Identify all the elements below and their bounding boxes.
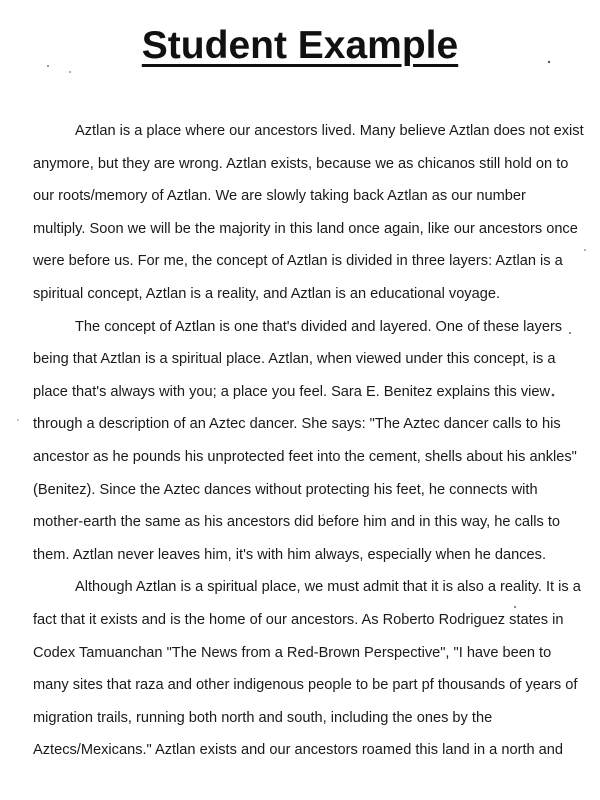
text-line: them. Aztlan never leaves him, it's with him always, especially when he dances.	[33, 546, 546, 563]
text-line: place that's always with you; a place you feel. Sara E. Benitez explains this view	[33, 383, 551, 400]
text-line: multiply. Soon we will be the majority in this land once again, like our ancestors once	[33, 220, 578, 237]
page-title-text: Student Example	[141, 24, 459, 67]
page-title	[0, 24, 600, 68]
text-line: being that Aztlan is a spiritual place. Aztlan, when viewed under this concept, is a	[33, 351, 556, 368]
text-line: our roots/memory of Aztlan. We are slowly taking back Aztlan as our number	[33, 188, 526, 205]
essay-body	[33, 115, 584, 767]
text-line: were before us. For me, the concept of Aztlan is divided in three layers: Aztlan is a	[33, 253, 563, 270]
text-line: Although Aztlan is a spiritual place, we must admit that it is also a reality. It is a	[75, 579, 581, 596]
text-line: through a description of an Aztec dancer. She says: "The Aztec dancer calls to his	[33, 416, 561, 433]
text-line: migration trails, running both north and south, including the ones by the	[33, 709, 493, 726]
text-line: Codex Tamuanchan "The News from a Red-Brown Perspective", "I have been to	[33, 644, 552, 661]
text-line: fact that it exists and is the home of our ancestors. As Roberto Rodriguez states in	[33, 611, 564, 628]
text-line: The concept of Aztlan is one that's divided and layered. One of these layers	[75, 318, 563, 335]
text-line: Aztlan is a place where our ancestors lived. Many believe Aztlan does not exist	[75, 123, 584, 139]
text-line: (Benitez). Since the Aztec dances without protecting his feet, he connects with	[33, 481, 538, 498]
text-line: ancestor as he pounds his unprotected feet into the cement, shells about his ankles"	[33, 448, 577, 465]
text-line: mother-earth the same as his ancestors did before him and in this way, he calls to	[33, 514, 560, 531]
text-line: Aztecs/Mexicans." Aztlan exists and our ancestors roamed this land in a north and	[33, 742, 564, 759]
text-line: spiritual concept, Aztlan is a reality, and Aztlan is an educational voyage.	[33, 285, 501, 302]
text-line: anymore, but they are wrong. Aztlan exists, because we as chicanos still hold on to	[33, 155, 569, 172]
text-line: many sites that raza and other indigenous people to be part pf thousands of years of	[33, 677, 578, 694]
